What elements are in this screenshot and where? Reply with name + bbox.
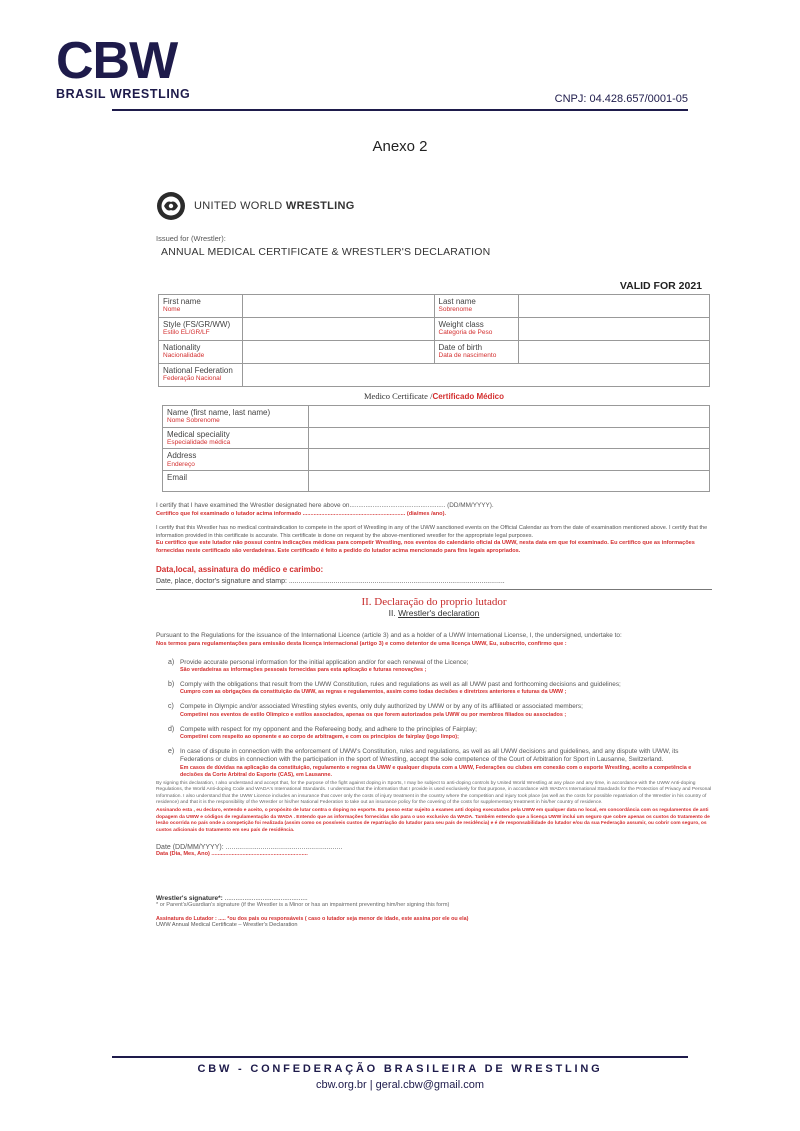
issued-for-label: Issued for (Wrestler): xyxy=(156,234,226,243)
declaration-date[interactable]: Date (DD/MM/YYYY): ............................................................ Data (Dia, Mes, Ano) .............................................................. xyxy=(156,844,343,858)
certify-text: I certify that I have examined the Wrestler designated here above on...................................................... (DD/MM/YYYY). xyxy=(156,501,494,509)
doctor-name-field[interactable] xyxy=(309,406,710,428)
style-field[interactable] xyxy=(243,318,435,341)
uww-name: UNITED WORLD WRESTLING xyxy=(194,200,355,212)
email-label: Email xyxy=(163,470,309,491)
pursuant-block xyxy=(156,632,712,648)
doctor-name-label: Name (first name, last name) Nome Sobrenome xyxy=(163,406,309,428)
nationality-field[interactable] xyxy=(243,341,435,364)
federation-field[interactable] xyxy=(243,364,710,387)
pursuant-text-pt: Nos termos para regulamentações para emissão desta licença internacional (artigo 3) e como detentor de uma licença UWW, Eu, subscrito, confirmo que : xyxy=(156,640,567,647)
doping-text-en: By signing this declaration, I also understand and accept that, for the purpose of the fight against doping in Sports, I may be subject to anti-doping controls by United World Wrestling at any place and any time, in accordance with the UWW Anti-doping Regulations, the World Anti-doping Code and WADA's International Standards. I understand that the information that I provide is used exclusively for that purpose, in accordance with WADA's International Standards for the Protection of Privacy and Personal Information. I also understand that the UWW Licence includes an insurance that cover only the costs of injury treatment in the country where the competition and injury took place (as well as the costs for possible repatriation of the Wrestler in his country of residence) and that it is the responsibility of the Wrestler or his/her National Federation to take out an insurance policy for the covering of the costs for supplementary treatment in his/her country of residence. xyxy=(156,780,712,805)
certify-block xyxy=(156,502,712,518)
first-name-label: First name Nome xyxy=(159,295,243,318)
dob-field[interactable] xyxy=(518,341,710,364)
doping-declaration xyxy=(156,781,712,835)
doping-text-pt: Assinando esta , eu declaro, entendo e aceito, o propósito de lutar contra o doping no esporte. Eu posso estar sujeito a exames anti doping executados pela UWW em qualquer data no local, em concordância com os regulamentos de anti dopagem da UWW e códigos de regulamentação da WADA . Entendo que as informações fornecidas são para o uso exclusivo da WADA. Também entendo que a licença UWW inclui um seguro que cobre apenas os custos do tratamento de lesão ocorrida no país onde a competição foi realizada (assim como os possíveis custos de repatriação do lutador para seu país de residência) e é de responsabilidade do lutador e/ou da sua Federação assumir, ou cobrir com seguro, os custos adicionais do tratamento em seu país de residência. xyxy=(156,808,710,833)
first-name-field[interactable] xyxy=(243,295,435,318)
certify-paragraph-pt: Eu certifico que este lutador não possui contra indicações médicas para competir Wrestling, nos eventos do calendário oficial da UWW, nesta data em que foi examinado. Eu certifico que as informações fornecidas neste certificado são verdadeiras. Este certificado é feito a pedido do lutador acima mencionado para fins legais apropriados. xyxy=(156,540,695,554)
address-field[interactable] xyxy=(309,449,710,471)
cbw-logo xyxy=(56,36,216,101)
pursuant-text: Pursuant to the Regulations for the issuance of the International Licence (article 3) and as a holder of a UWW International License, I, the undersigned, undertake to: xyxy=(156,632,622,640)
speciality-label: Medical speciality Especialidade médica xyxy=(163,427,309,449)
cbw-logo-mark xyxy=(56,36,200,82)
wrestler-signature-block xyxy=(156,895,712,928)
uww-medical-form xyxy=(156,190,712,928)
list-item: a) Provide accurate personal information for the initial application and/or for each renewal of the Licence; São verdadeiras as informações pessoais fornecidas para esta aplicação e futuras renovações ; xyxy=(168,658,469,673)
list-item: d) Compete with respect for my opponent and the Refereeing body, and adhere to the principles of Fairplay; Competirei com respeito ao oponente e ao corpo de arbitragem, e com os princípios de fairplay (jogo limpo); xyxy=(168,725,477,740)
medico-certificate-heading: Medico Certificate /Certificado Médico xyxy=(363,391,505,401)
speciality-field[interactable] xyxy=(309,427,710,449)
weight-class-label: Weight class Categoria de Peso xyxy=(434,318,518,341)
footer-divider xyxy=(112,1056,688,1058)
style-label: Style (FS/GR/WW) Estilo EL/GR/LF xyxy=(159,318,243,341)
logo-subtitle: BRASIL WRESTLING xyxy=(56,87,191,101)
address-label: Address Endereço xyxy=(163,449,309,471)
wrestler-signature-line[interactable]: Wrestler's signature*: .............................................. xyxy=(156,895,308,903)
last-name-label: Last name Sobrenome xyxy=(434,295,518,318)
svg-text:CBW: CBW xyxy=(56,36,178,82)
doctor-info-table xyxy=(162,405,710,492)
form-footer: UWW Annual Medical Certificate – Wrestler's Declaration xyxy=(156,922,298,929)
certify-paragraph-en: I certify that this Wrestler has no medical contraindication to compete in the sport of Wrestling in any of the UWW sanctioned events on the Official Calendar as from the date of examination mentioned above. I certify that the information provided in this certificate is accurate. This certificate is done on request by the above-mentioned wrestler for the appropriate legal purposes. xyxy=(156,525,708,539)
cnpj-number: CNPJ: 04.428.657/0001-05 xyxy=(554,93,688,105)
undertakings-list xyxy=(156,659,712,779)
footer-org-name: CBW - CONFEDERAÇÃO BRASILEIRA DE WRESTLING xyxy=(197,1063,603,1075)
uww-header xyxy=(156,190,712,222)
annex-title: Anexo 2 xyxy=(372,138,428,155)
nationality-label: Nationality Nacionalidade xyxy=(159,341,243,364)
wrestler-identity-table xyxy=(158,294,710,387)
list-item: b) Comply with the obligations that result from the UWW Constitution, rules and regulations as well as all UWW past and forthcoming decisions and guidelines; Cumpro com as obrigações da constituição da UWW, as regras e regulamentos, assim como todas decisões e diretrizes anteriores e futuras da UWW ; xyxy=(168,680,621,696)
wrestler-signature-note: * or Parent's/Guardian's signature (if the Wrestler is a Minor or has an impairment preventing him/her signing this form) xyxy=(156,902,450,909)
section-title-pt: II. Declaração do proprio lutador xyxy=(361,596,507,609)
header-divider xyxy=(112,109,688,111)
doctor-signature-title: Data,local, assinatura do médico e carimbo: xyxy=(156,565,324,575)
valid-for-year: VALID FOR 2021 xyxy=(619,280,702,292)
certify-text-pt: Certifico que foi examinado o lutador acima informado .................................................................. (dia/mes /ano). xyxy=(156,510,446,517)
section-title-en: II. Wrestler's declaration xyxy=(388,608,480,619)
uww-emblem-icon xyxy=(156,191,186,221)
weight-class-field[interactable] xyxy=(518,318,710,341)
list-item: c) Compete in Olympic and/or associated Wrestling styles events, only duly authorized by UWW or by any of its affiliated or associated members; Competirei nos eventos de estilo Olímpico e estilos associados, apenas os que forem autorizados pela UWW ou por membros filiados ou associados ; xyxy=(168,703,583,718)
doctor-signature-line[interactable]: Date, place, doctor's signature and stamp: ............................................................................................................... xyxy=(156,578,712,590)
footer-contact[interactable]: cbw.org.br | geral.cbw@gmail.com xyxy=(315,1079,485,1091)
wrestler-signature-pt: Assinatura do Lutador : ..... *ou dos pais ou responsáveis ( caso o lutador seja menor de idade, este assina por ele ou ela) xyxy=(156,916,469,923)
form-title: ANNUAL MEDICAL CERTIFICATE & WRESTLER'S DECLARATION xyxy=(161,246,491,258)
email-field[interactable] xyxy=(309,470,710,491)
certify-paragraph xyxy=(156,525,712,555)
last-name-field[interactable] xyxy=(518,295,710,318)
federation-label: National Federation Federação Nacional xyxy=(159,364,243,387)
list-item: e) In case of dispute in connection with the enforcement of UWW's Constitution, rules and regulations, as well as all UWW decisions and guidelines, and any dispute with UWW, its Federations or clubs in connection with the participation in the sport of Wrestling, accept the sole competence of the Court of Arbitration for Sport in Lausanne, Switzerland. Em casos de dúvidas na aplicação da constituição, regulamento e regras da UWW e qualquer disputa com a UWW, Federações ou clubes em conexão com o esporte Wrestling, aceito a competência e decisões da Corte Arbitral do Esporte (CAS), em Lausanne. xyxy=(168,747,692,778)
dob-label: Date of birth Data de nascimento xyxy=(434,341,518,364)
